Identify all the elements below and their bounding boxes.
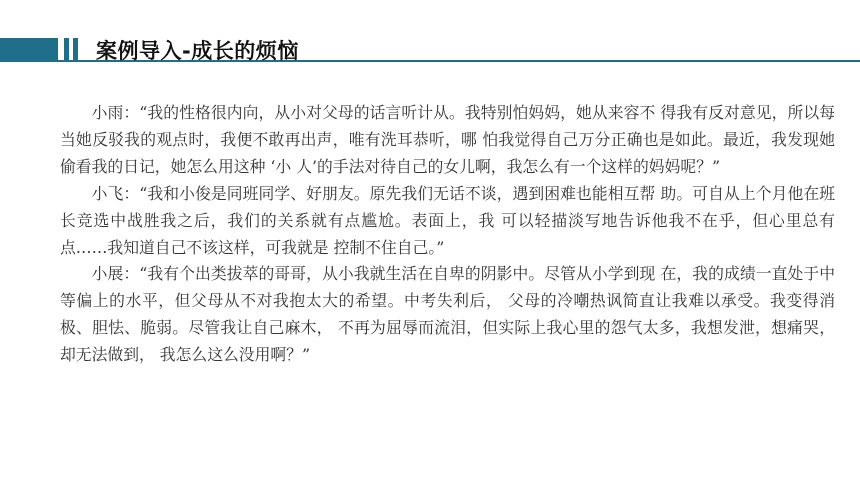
case-paragraph-xiaozhan: 小展：“我有个出类拔萃的哥哥，从小我就生活在自卑的阴影中。尽管从小学到现 在，我的成绩一直处于中等偏上的水平，但父母从不对我抱太大的希望。中考失利后， 父母的冷嘲热讽简直让我难以承受。我变得消极、胆怯、脆弱。尽管我让自己麻木， 不再为屈辱而流泪，但实际上我心里的怨气太多，我想发泄，想痛哭，却无法做到， 我怎么这么没用啊？”: [60, 264, 835, 365]
header-accent-tick: [64, 38, 69, 60]
header-accent-tick: [73, 38, 78, 60]
case-paragraph-xiaoyu: 小雨：“我的性格很内向，从小对父母的话言听计从。我特别怕妈妈，她从来容不 得我有反对意见，所以每当她反驳我的观点时，我便不敢再出声，唯有洗耳恭听，哪 怕我觉得自己万分正确也是如此。最近，我发现她偷看我的日记，她怎么用这种 ‘小 人’的手法对待自己的女儿啊，我怎么有一个这样的妈妈呢？”: [60, 103, 835, 176]
case-paragraph-xiaofei: 小飞：“我和小俊是同班同学、好朋友。原先我们无话不谈，遇到困难也能相互帮 助。可自从上个月他在班长竞选中战胜我之后，我们的关系就有点尴尬。表面上，我 可以轻描淡写地告诉他我不在乎，但心里总有点……我知道自己不该这样，可我就是 控制不住自己。”: [60, 183, 835, 257]
case-text: [60, 100, 835, 369]
header-accent-bar: [0, 38, 58, 60]
page-title: 案例导入-成长的烦恼: [96, 39, 299, 63]
